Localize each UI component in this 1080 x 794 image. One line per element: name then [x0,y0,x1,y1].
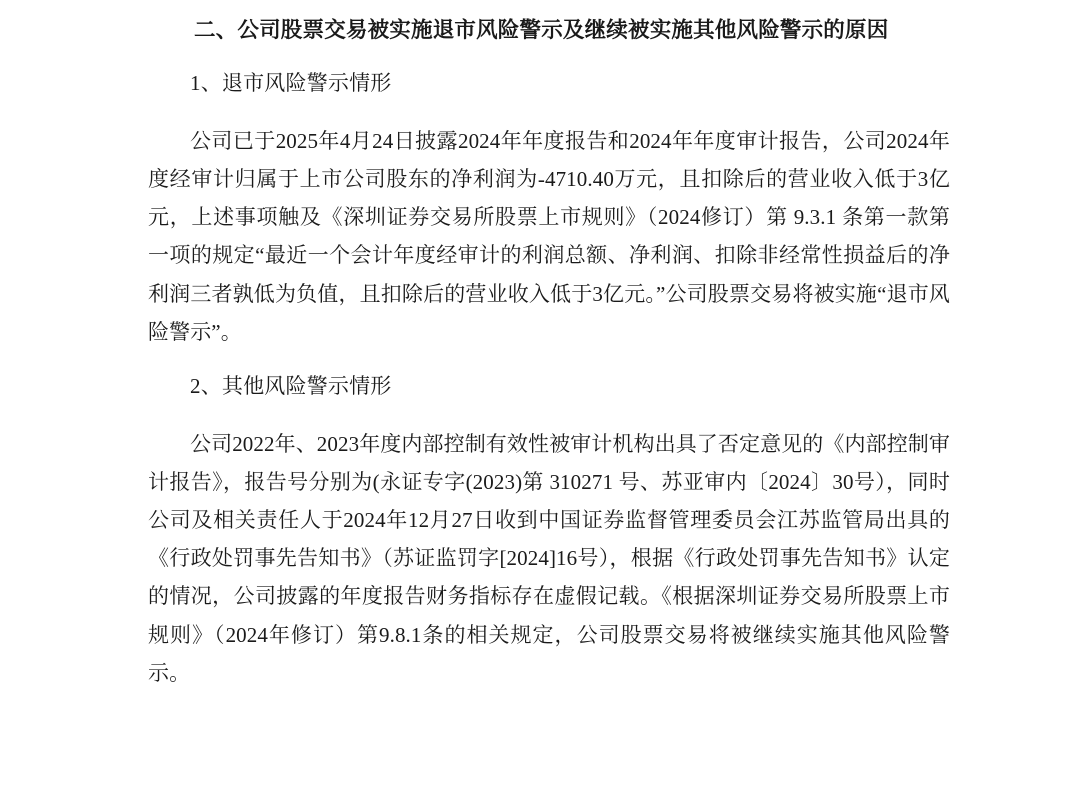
section-heading: 二、公司股票交易被实施退市风险警示及继续被实施其他风险警示的原因 [194,18,889,42]
subsection-1-title: 1、退市风险警示情形 [190,71,392,96]
subsection-2-title: 2、其他风险警示情形 [190,374,392,399]
paragraph-delisting-risk: 公司已于2025年4月24日披露2024年年度报告和2024年年度审计报告，公司2024年度经审计归属于上市公司股东的净利润为-4710.40万元，且扣除后的营业收入低于3亿元，上述事项触及《深圳证券交易所股票上市规则》（2024修订）第 9.3.1 条第一款第一项的规定“最近一个会计年度经审计的利润总额、净利润、扣除非经常性损益后的净利润三者孰低为负值，且扣除后的营业收入低于3亿元。”公司股票交易将被实施“退市风险警示”。 [148,128,950,344]
paragraph-other-risk: 公司2022年、2023年度内部控制有效性被审计机构出具了否定意见的《内部控制审计报告》，报告号分别为(永证专字(2023)第 310271 号、苏亚审内〔2024〕30号），同时公司及相关责任人于2024年12月27日收到中国证券监督管理委员会江苏监管局出具的《行政处罚事先告知书》（苏证监罚字[2024]16号），根据《行政处罚事先告知书》认定的情况，公司披露的年度报告财务指标存在虚假记载。《根据深圳证券交易所股票上市规则》（2024年修订）第9.8.1条的相关规定，公司股票交易将被继续实施其他风险警示。 [148,431,950,685]
